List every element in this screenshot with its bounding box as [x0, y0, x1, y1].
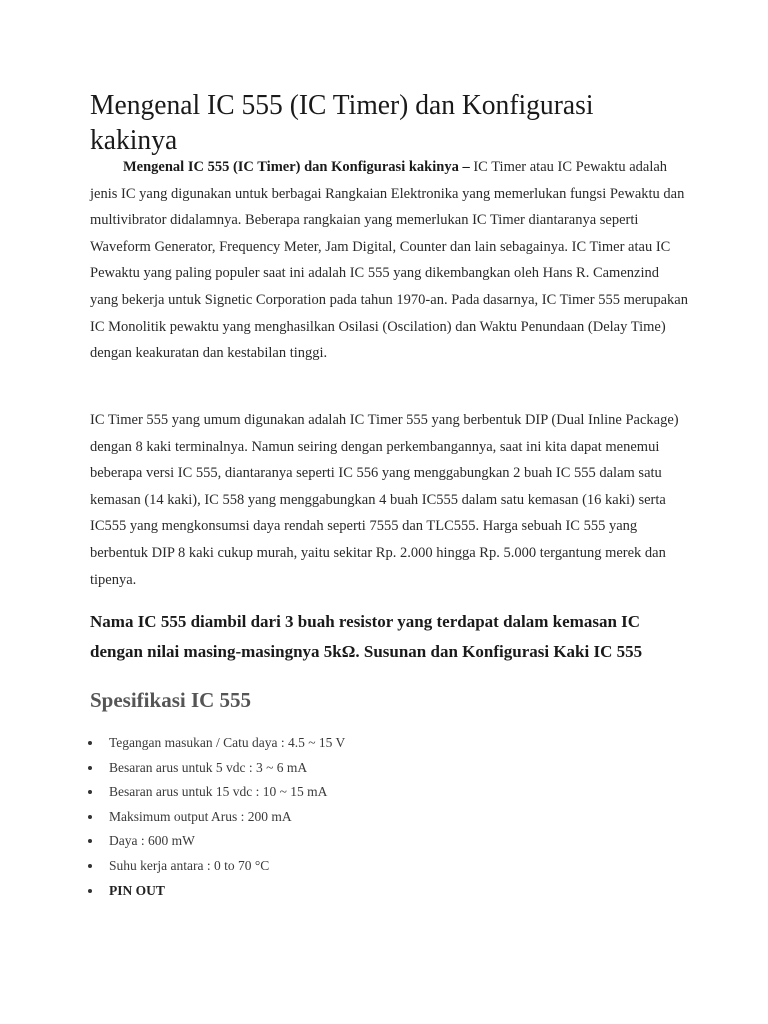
intro-body-text: IC Timer atau IC Pewaktu adalah jenis IC yang digunakan untuk berbagai Rangkaian Elektronika yang memerlukan fungsi Pewaktu dan multivibrator didalamnya. Beberapa rangkaian yang memerlukan IC Timer diantaranya seperti Waveform Generator, Frequency Meter, Jam Digital, Counter dan lain sebagainya. IC Timer atau IC Pewaktu yang paling populer saat ini adalah IC 555 yang dikembangkan oleh Hans R. Camenzind yang bekerja untuk Signetic Corporation pada tahun 1970-an. Pada dasarnya, IC Timer 555 merupakan IC Monolitik pewaktu yang menghasilkan Osilasi (Oscilation) dan Waktu Penundaan (Delay Time) dengan keakuratan dan kestabilan tinggi.	[90, 159, 688, 362]
bullet-icon	[88, 790, 92, 794]
intro-paragraph	[90, 154, 690, 367]
spec-heading: Spesifikasi IC 555	[90, 688, 252, 712]
spec-text: Suhu kerja antara : 0 to 70 °C	[109, 857, 270, 873]
bullet-icon	[88, 864, 92, 868]
spec-item-max-output	[88, 805, 345, 830]
versions-paragraph: IC Timer 555 yang umum digunakan adalah IC Timer 555 yang berbentuk DIP (Dual Inline Package) dengan 8 kaki terminalnya. Namun seiring dengan perkembangannya, saat ini kita dapat menemui beberapa versi IC 555, diantaranya seperti IC 556 yang menggabungkan 2 buah IC 555 dalam satu kemasan (14 kaki), IC 558 yang menggabungkan 4 buah IC555 dalam satu kemasan (16 kaki) serta IC555 yang mengkonsumsi daya rendah seperti 7555 dan TLC555. Harga sebuah IC 555 yang berbentuk DIP 8 kaki cukup murah, yaitu sekitar Rp. 2.000 hingga Rp. 5.000 tergantung merek dan tipenya.	[90, 412, 679, 588]
spec-item-current-5v	[88, 756, 345, 781]
spec-item-supply-voltage	[88, 731, 345, 756]
resistor-statement: Nama IC 555 diambil dari 3 buah resistor yang terdapat dalam kemasan IC dengan nilai masing-masingnya 5kΩ. Susunan dan Konfigurasi Kaki IC 555	[90, 612, 643, 661]
spec-text: Daya : 600 mW	[109, 833, 195, 849]
spec-text: Maksimum output Arus : 200 mA	[109, 808, 292, 824]
spec-item-pin-out	[88, 879, 345, 904]
spec-text: Besaran arus untuk 5 vdc : 3 ~ 6 mA	[109, 759, 308, 775]
spec-item-current-15v	[88, 780, 345, 805]
spec-item-power	[88, 829, 345, 854]
spec-text: Besaran arus untuk 15 vdc : 10 ~ 15 mA	[109, 784, 328, 800]
intro-lead-text: Mengenal IC 555 (IC Timer) dan Konfigurasi kakinya –	[123, 159, 470, 175]
spec-list	[88, 731, 345, 903]
bullet-icon	[88, 889, 92, 893]
spec-text: PIN OUT	[109, 882, 165, 898]
bullet-icon	[88, 815, 92, 819]
bullet-icon	[88, 766, 92, 770]
spec-item-temperature	[88, 854, 345, 879]
bullet-icon	[88, 839, 92, 843]
spec-text: Tegangan masukan / Catu daya : 4.5 ~ 15 V	[109, 735, 346, 750]
bullet-icon	[88, 741, 92, 745]
page-title: Mengenal IC 555 (IC Timer) dan Konfigurasi kakinya	[90, 89, 594, 156]
